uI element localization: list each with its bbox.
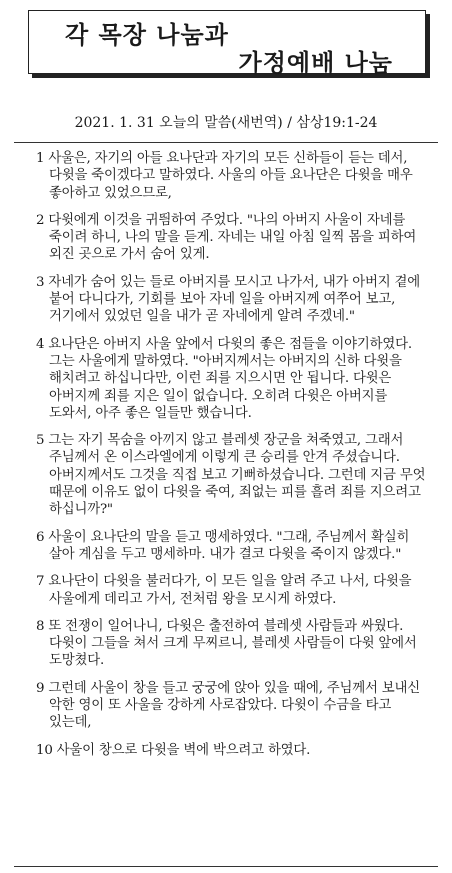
verse-list — [36, 150, 432, 769]
verse-text: 다윗에게 이것을 귀띔하여 주었다. "나의 아버지 사울이 자네를 죽이려 하니, 나의 말을 듣게. 자네는 내일 아침 일찍 몸을 피하여 외진 곳으로 가서 숨어 있게. — [48, 212, 417, 263]
verse-text: 사울이 요나단의 말을 듣고 맹세하였다. "그래, 주님께서 확실히 살아 계심을 두고 맹세하마. 내가 결코 다윗을 죽이지 않겠다." — [48, 529, 410, 562]
verse-5 — [36, 432, 432, 518]
verse-number: 4 — [36, 336, 45, 352]
verse-number: 2 — [36, 212, 45, 228]
verse-3 — [36, 274, 432, 326]
verse-text: 자네가 숨어 있는 들로 아버지를 모시고 나가서, 내가 아버지 곁에 붙어 다니다가, 기회를 보아 자네 일을 아버지께 여쭈어 보고, 거기에서 있었던 일을 내가 곧 자네에게 알려 주겠네." — [48, 274, 421, 325]
verse-2 — [36, 212, 432, 264]
verse-text: 요나단은 아버지 사울 앞에서 다윗의 좋은 점들을 이야기하였다. 그는 사울에게 말하였다. "아버지께서는 아버지의 신하 다윗을 해치려고 하십니다만, 이런 죄를 지으시면 안 됩니다. 다윗은 아버지께 죄를 지은 일이 없습니다. 오히려 다윗은 아버지를 도와서, 아주 좋은 일들만 했습니다. — [48, 336, 412, 421]
title-box — [28, 10, 426, 77]
title-line-2: 가정예배 나눔 — [238, 49, 393, 77]
verse-text: 그는 자기 목숨을 아끼지 않고 블레셋 장군을 쳐죽였고, 그래서 주님께서 온 이스라엘에게 이렇게 큰 승리를 안겨 주셨습니다. 아버지께서도 그것을 직접 보고 기뻐하셨습니다. 그런데 지금 무엇 때문에 이유도 없이 다윗을 죽여, 죄없는 피를 흘려 죄를 지으려고 하십니까?" — [48, 433, 426, 518]
verse-number: 10 — [36, 742, 53, 758]
verse-text: 요나단이 다윗을 불러다가, 이 모든 일을 알려 주고 나서, 다윗을 사울에게 데리고 가서, 전처럼 왕을 모시게 하였다. — [48, 574, 412, 607]
verse-text: 사울이 창으로 다윗을 벽에 박으려고 하였다. — [56, 742, 311, 758]
verse-number: 7 — [36, 574, 45, 590]
verse-text: 그런데 사울이 창을 들고 궁궁에 앉아 있을 때에, 주님께서 보내신 악한 영이 또 사울을 강하게 사로잡았다. 다윗이 수금을 타고 있는데, — [48, 680, 421, 731]
verse-6 — [36, 529, 432, 564]
verse-number: 6 — [36, 529, 45, 545]
verse-number: 1 — [36, 151, 45, 166]
verse-number: 3 — [36, 274, 45, 290]
top-divider — [14, 142, 438, 143]
verse-text: 사울은, 자기의 아들 요나단과 자기의 모든 신하들이 듣는 데서, 다윗을 죽이겠다고 말하였다. 사울의 아들 요나단은 다윗을 매우 좋아하고 있었으므로, — [48, 151, 413, 201]
verse-text: 또 전쟁이 일어나니, 다윗은 출전하여 블레셋 사람들과 싸웠다. 다윗이 그들을 쳐서 크게 무찌르니, 블레셋 사람들이 다윗 앞에서 도망쳤다. — [48, 618, 417, 669]
verse-9 — [36, 680, 432, 732]
bottom-divider — [14, 866, 438, 867]
verse-7 — [36, 573, 432, 608]
title-line-1: 각 목장 나눔과 — [65, 21, 229, 49]
verse-8 — [36, 618, 432, 670]
verse-4 — [36, 336, 432, 422]
verse-number: 5 — [36, 433, 45, 449]
scripture-reference: 2021. 1. 31 오늘의 말씀(새번역) / 삼상19:1-24 — [74, 115, 378, 131]
verse-10 — [36, 742, 432, 759]
verse-1 — [36, 150, 432, 202]
verse-number: 8 — [36, 618, 45, 634]
verse-number: 9 — [36, 680, 45, 696]
